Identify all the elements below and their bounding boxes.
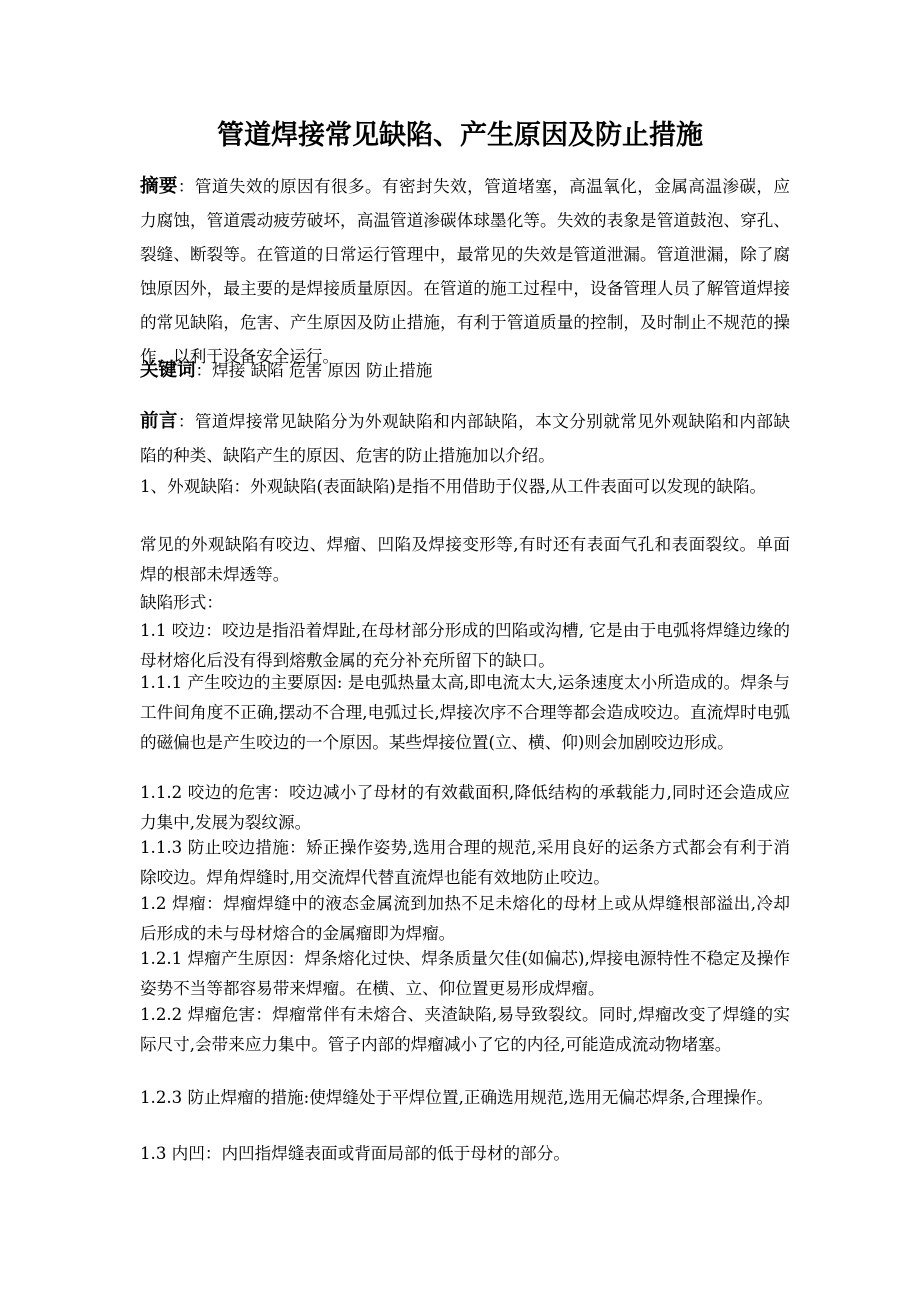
document-title: 管道焊接常见缺陷、产生原因及防止措施 [217,120,703,151]
preface-text: ：管道焊接常见缺陷分为外观缺陷和内部缺陷，本文分别就常见外观缺陷和内部缺陷的种类、缺陷产生的原因、危害的防止措施加以介绍。 [140,412,790,465]
preface-paragraph [140,405,790,473]
body-paragraph-10: 1.2.2 焊瘤危害：焊瘤常伴有未熔合、夹渣缺陷,易导致裂纹。同时,焊瘤改变了焊缝的实际尺寸,会带来应力集中。管子内部的焊瘤减小了它的内径,可能造成流动物堵塞。 [140,1005,790,1054]
body-paragraph-5: 1.1.1 产生咬边的主要原因: 是电弧热量太高,即电流太大,运条速度太小所造成的。焊条与工件间角度不正确,摆动不合理,电弧过长,焊接次序不合理等都会造成咬边。直流焊时电弧的磁偏也是产生咬边的一个原因。某些焊接位置(立、横、仰)则会加剧咬边形成。 [140,673,790,752]
body-paragraph-4: 1.1 咬边：咬边是指沿着焊趾,在母材部分形成的凹陷或沟槽, 它是由于电弧将焊缝边缘的母材熔化后没有得到熔敷金属的充分补充所留下的缺口。 [140,621,790,670]
preface-label: 前言 [140,411,178,432]
abstract-paragraph [140,170,790,374]
body-paragraph-12: 1.3 内凹：内凹指焊缝表面或背面局部的低于母材的部分。 [140,1144,570,1163]
body-paragraph-7: 1.1.3 防止咬边措施：矫正操作姿势,选用合理的规范,采用良好的运条方式都会有利于消除咬边。焊角焊缝时,用交流焊代替直流焊也能有效地防止咬边。 [140,838,790,887]
body-paragraph-8: 1.2 焊瘤：焊瘤焊缝中的液态金属流到加热不足未熔化的母材上或从焊缝根部溢出,冷却后形成的未与母材熔合的金属瘤即为焊瘤。 [140,894,790,943]
abstract-label: 摘要 [140,176,178,197]
body-paragraph-11: 1.2.3 防止焊瘤的措施:使焊缝处于平焊位置,正确选用规范,选用无偏芯焊条,合理操作。 [140,1088,774,1107]
keywords-text: ：焊接 缺陷 危害 原因 防止措施 [195,361,433,380]
keywords-label: 关键词 [140,360,196,381]
abstract-text: ：管道失效的原因有很多。有密封失效，管道堵塞，高温氧化，金属高温渗碳，应力腐蚀，管道震动疲劳破坏，高温管道渗碳体球墨化等。失效的表象是管道鼓泡、穿孔、裂缝、断裂等。在管道的日常运行管理中，最常见的失效是管道泄漏。管道泄漏，除了腐蚀原因外，最主要的是焊接质量原因。在管道的施工过程中，设备管理人员了解管道焊接的常见缺陷，危害、产生原因及防止措施，有利于管道质量的控制，及时制止不规范的操作，以利于设备安全运行。 [140,177,790,366]
body-paragraph-2: 常见的外观缺陷有咬边、焊瘤、凹陷及焊接变形等,有时还有表面气孔和表面裂纹。单面焊的根部未焊透等。 [140,535,790,584]
body-paragraph-3: 缺陷形式： [140,593,223,612]
body-paragraph-9: 1.2.1 焊瘤产生原因：焊条熔化过快、焊条质量欠佳(如偏芯),焊接电源特性不稳定及操作姿势不当等都容易带来焊瘤。在横、立、仰位置更易形成焊瘤。 [140,949,790,998]
body-paragraph-6: 1.1.2 咬边的危害：咬边减小了母材的有效截面积,降低结构的承载能力,同时还会造成应力集中,发展为裂纹源。 [140,783,790,832]
keywords-paragraph [140,356,790,386]
body-paragraph-1: 1、外观缺陷：外观缺陷(表面缺陷)是指不用借助于仪器,从工件表面可以发现的缺陷。 [140,477,767,496]
